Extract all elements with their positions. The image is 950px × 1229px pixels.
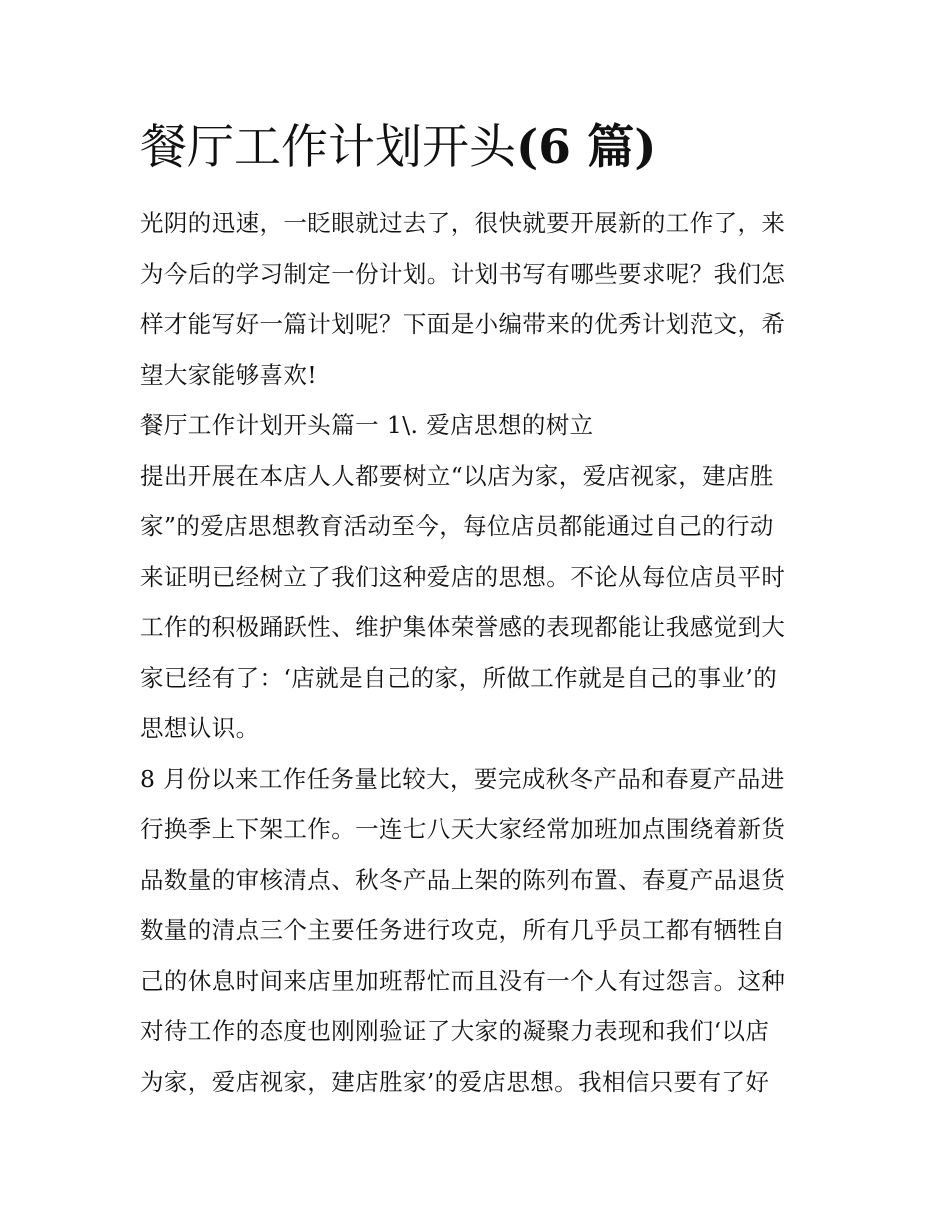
text-line: 来证明已经树立了我们这种爱店的思想。不论从每位店员平时 xyxy=(140,562,786,591)
text-line: 品数量的审核清点、秋冬产品上架的陈列布置、春夏产品退货 xyxy=(140,865,786,894)
text-line: 为今后的学习制定一份计划。计划书写有哪些要求呢？我们怎 xyxy=(140,259,786,288)
document-body xyxy=(140,198,820,1107)
text-line: 为家，爱店视家，建店胜家’的爱店思想。我相信只要有了好 xyxy=(140,1067,770,1096)
title-main: 餐厅工作计划开头 xyxy=(140,120,516,175)
text-line: 样才能写好一篇计划呢？下面是小编带来的优秀计划范文，希 xyxy=(140,310,786,338)
text-line: 家已经有了：‘店就是自己的家，所做工作就是自己的事业’的 xyxy=(140,663,778,692)
text-line: 己的休息时间来店里加班帮忙而且没有一个人有过怨言。这种 xyxy=(140,966,786,995)
text-line: 思想认识。 xyxy=(140,714,260,742)
text-line: 家”的爱店思想教育活动至今，每位店员都能通过自己的行动 xyxy=(140,512,774,540)
text-line: 数量的清点三个主要任务进行攻克，所有几乎员工都有牺牲自 xyxy=(140,916,786,944)
section-heading: 餐厅工作计划开头篇一 1\. 爱店思想的树立 xyxy=(140,411,594,439)
text-line: 光阴的迅速，一眨眼就过去了，很快就要开展新的工作了，来 xyxy=(140,209,786,237)
text-line: 行换季上下架工作。一连七八天大家经常加班加点围绕着新货 xyxy=(140,815,786,843)
text-line: 工作的积极踊跃性、维护集体荣誉感的表现都能让我感觉到大 xyxy=(140,613,786,641)
title-suffix: (6 篇) xyxy=(516,120,657,175)
text-line: 提出开展在本店人人都要树立“以店为家，爱店视家，建店胜 xyxy=(140,461,774,490)
page-title xyxy=(140,112,840,184)
text-line: 望大家能够喜欢! xyxy=(140,360,318,389)
text-line: 对待工作的态度也刚刚验证了大家的凝聚力表现和我们‘以店 xyxy=(140,1017,770,1045)
text-line: 8 月份以来工作任务量比较大，要完成秋冬产品和春夏产品进 xyxy=(140,764,785,793)
